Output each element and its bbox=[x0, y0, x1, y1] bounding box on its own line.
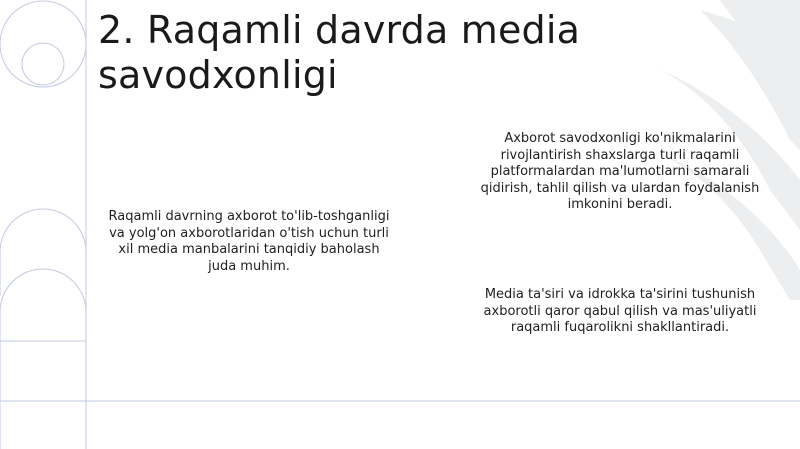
small-outline-circle bbox=[22, 43, 64, 85]
slide-title: 2. Raqamli davrda media savodxonligi bbox=[98, 8, 581, 97]
paragraph-left: Raqamli davrning axborot to'lib-toshganligi va yolg'on axborotlaridan o'tish uchun turli xil media manbalarini tanqidiy baholash juda muhim. bbox=[108, 209, 390, 274]
upper-arch-shape bbox=[0, 209, 86, 296]
lower-arch-shape bbox=[0, 269, 86, 449]
large-outline-circle bbox=[0, 1, 86, 87]
paragraph-right-top: Axborot savodxonligi ko'nikmalarini rivojlantirish shaxslarga turli raqamli platformalardan ma'lumotlarni samarali qidirish, tahlil qilish va ulardan foydalanish imkonini beradi. bbox=[480, 131, 760, 212]
paragraph-right-bottom: Media ta'siri va idrokka ta'sirini tushunish axborotli qaror qabul qilish va mas'uliyatli raqamli fuqarolikni shakllantiradi. bbox=[483, 287, 757, 335]
